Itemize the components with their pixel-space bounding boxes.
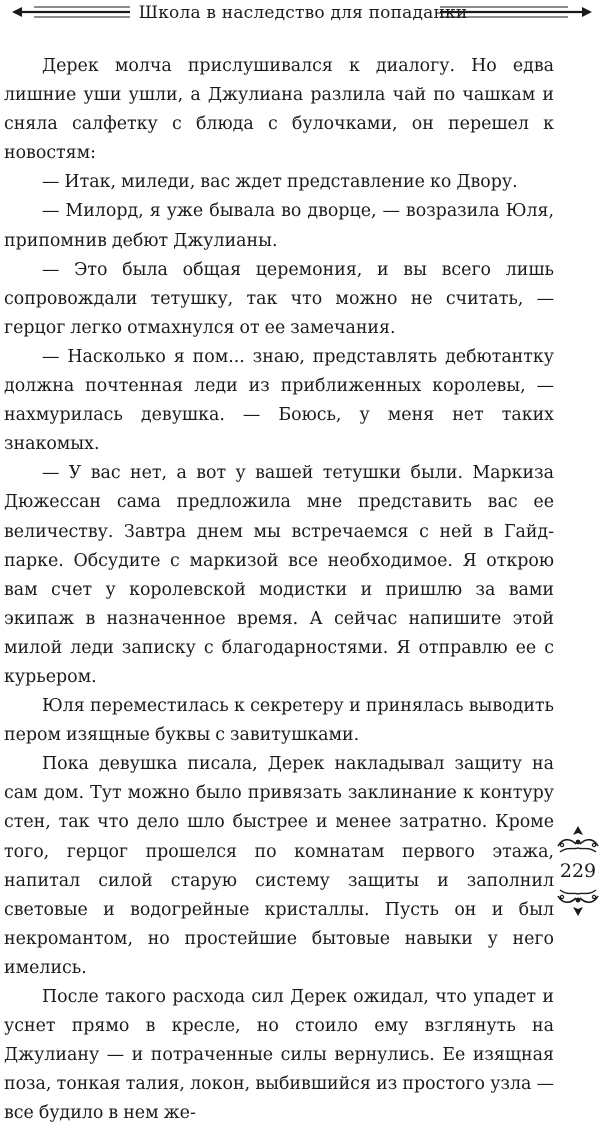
body-text <box>4 52 554 1128</box>
page-folio <box>550 822 606 920</box>
paragraph: — Итак, миледи, вас ждет представление ко Двору. <box>42 172 518 193</box>
running-title: Школа в наследство для попаданки <box>138 3 468 23</box>
paragraph: — Милорд, я уже бывала во дворце, — возразила Юля, припомнив дебют Джулианы. <box>4 201 554 251</box>
page-number: 229 <box>559 860 597 882</box>
paragraph: — Это была общая церемония, и вы всего лишь сопровождали тетушку, так что можно не считать, — герцог легко отмахнулся от ее замечания. <box>4 259 554 338</box>
paragraph: — Насколько я пом... знаю, представлять дебютантку должна почтенная леди из приближенных королевы, — нахмурилась девушка. — Боюсь, у меня нет таких знакомых. <box>4 346 554 455</box>
paragraph: Дерек молча прислушивался к диалогу. Но едва лишние уши ушли, а Джулиана разлила чай по чашкам и сняла салфетку с блюда с булочками, он перешел к новостям: <box>4 56 554 164</box>
paragraph: Пока девушка писала, Дерек накладывал защиту на сам дом. Тут можно было привязать заклинание к контуру стен, так что дело шло быстрее и менее затратно. Кроме того, герцог прошелся по комнатам первого этажа, напитал силой старую систему защиты и заполнил световые и водогрейные кристаллы. Пусть он и был некромантом, но простейшие бытовые навыки у него имелись. <box>4 754 554 978</box>
paragraph: После такого расхода сил Дерек ожидал, что упадет и уснет прямо в кресле, но стоило ему взглянуть на Джулиану — и потраченные силы вернулись. Ее изящная поза, тонкая талия, локон, выбившийся из простого узла — все будило в нем же- <box>4 987 554 1124</box>
running-header <box>0 0 606 28</box>
paragraph: — У вас нет, а вот у вашей тетушки были. Маркиза Дюжессан сама предложила мне представить вас ее величеству. Завтра днем мы встречаемся с ней в Гайд-парке. Обсудите с маркизой все необходимое. Я открою вам счет у королевской модистки и пришлю за вами экипаж в назначенное время. А сейчас напишите этой милой леди записку с благодарностями. Я отправлю ее с курьером. <box>4 463 554 687</box>
arrow-ornament-icon <box>440 3 592 21</box>
paragraph: Юля переместилась к секретеру и принялась выводить пером изящные буквы с завитушками. <box>4 696 554 746</box>
